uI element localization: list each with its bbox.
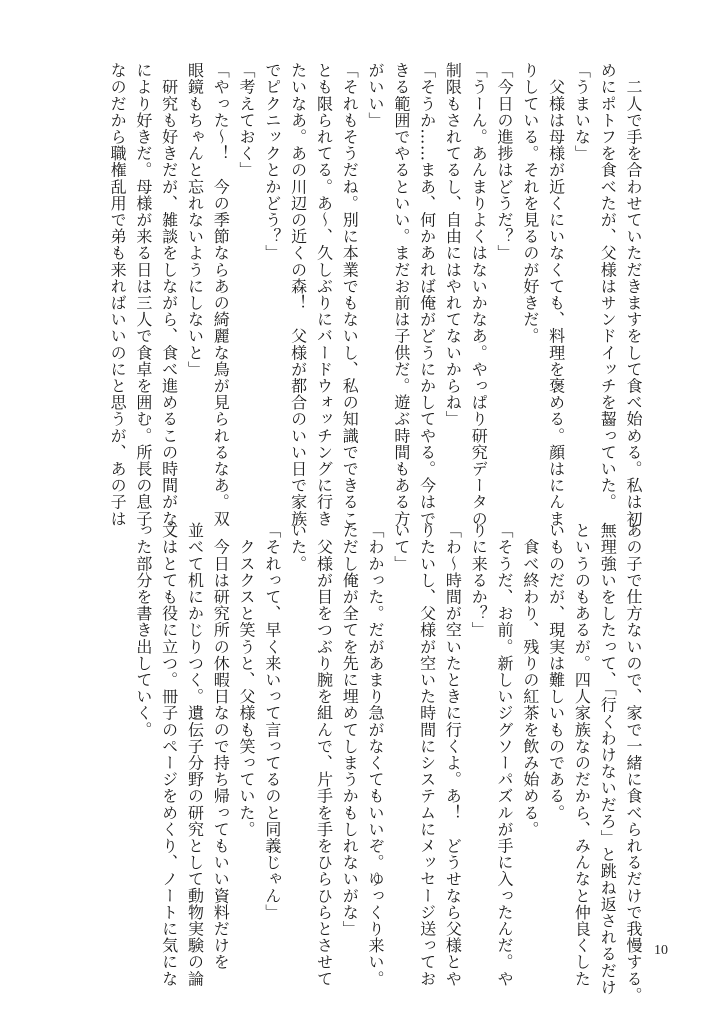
text-line: 「やった〜！ 今の季節ならあの綺麗な鳥が見られるなあ。双 [211, 62, 231, 527]
text-line: でピクニックとかどう？」 [262, 62, 282, 262]
text-line: なのだから職権乱用で弟も来ればいいのにと思うが、あの子は [108, 62, 128, 527]
text-line: 眼鏡もちゃんと忘れないようにしないと」 [185, 62, 205, 378]
text-line: がいい」 [366, 62, 386, 129]
text-line: 「それって、早く来いって言ってるのと同義じゃん」 [262, 522, 282, 921]
text-line: というのもあるが。四人家族なのだから、みんなと仲良くした [572, 522, 592, 987]
text-line: 「わかった。だがあまり急がなくてもいいぞ。ゆっくり来い。 [366, 522, 386, 987]
text-line: 二人で手を合わせていただきますをして食べ始める。私は初 [624, 62, 643, 527]
text-line: りたいし、父様が空いた時間にシステムにメッセージ送ってお [417, 522, 437, 987]
page-number: 10 [654, 943, 668, 958]
text-line: 並べて机にかじりつく。遺伝子分野の研究として動物実験の論 [185, 522, 205, 987]
text-line: 父様が目をつぶり腕を組んで、片手を手をひらひらとさせて [314, 522, 334, 987]
text-line: 父様は母様が近くにいなくても、料理を褒める。顔はにんま [546, 62, 566, 527]
text-line: 「それもそうだね。別に本業でもないし、私の知識でできるこ [340, 62, 360, 527]
text-line: により好きだ。母様が来る日は三人で食卓を囲む。所長の息子 [133, 62, 153, 527]
text-line: いて」 [391, 522, 411, 572]
text-line: たいなあ。あの川辺の近くの森！ 父様が都合のいい日で家族 [288, 62, 308, 527]
text-line: ただし俺が全てを先に埋めてしまうかもしれないがな」 [340, 522, 360, 937]
text-line: いものだが、現実は難しいものである。 [546, 522, 566, 821]
text-line: 「うーん。あんまりよくはないかなあ。やっぱり研究データの [469, 62, 489, 527]
text-line: 「考えておく」 [237, 62, 257, 179]
text-line: りに来るか？」 [469, 522, 489, 639]
text-line: 「そうか……まあ、何かあれば俺がどうにかしてやる。今はで [417, 62, 437, 527]
text-line: いた。 [288, 522, 308, 572]
text-line: とも限られてる。あ〜、久しぶりにバードウォッチングに行き [314, 62, 334, 527]
text-line: 文はとても役に立つ。冊子のページをめくり、ノートに気にな [159, 522, 179, 987]
text-line: 制限もされてるし、自由にはやれてないからね」 [443, 62, 463, 428]
text-line: 研究も好きだが、雑談をしながら、食べ進めるこの時間がな [159, 62, 179, 527]
text-block-top [51, 62, 646, 527]
text-line: りしている。それを見るのが好きだ。 [520, 62, 540, 345]
text-line: 「そうだ、お前。新しいジグソーパズルが手に入ったんだ。や [495, 522, 515, 987]
text-line: 「わ〜時間が空いたときに行くよ。あ！ どうせなら父様とや [443, 522, 463, 987]
text-block-bottom [51, 522, 646, 1004]
text-line: あの子で仕方ないので、家で一緒に食べられるだけで我慢する。 [624, 522, 643, 1004]
text-line: 今日は研究所の休暇日なので持ち帰ってもいい資料だけを [211, 522, 231, 971]
text-line: きる範囲でやるといい。まだお前は子供だ。遊ぶ時間もある方 [391, 62, 411, 527]
text-line: めにポトフを食べたが、父様はサンドイッチを齧っていた。 [598, 62, 618, 511]
text-line: った部分を書き出していく。 [133, 522, 153, 738]
text-line: 「今日の進捗はどうだ？」 [495, 62, 515, 262]
text-line: 「うまいな」 [572, 62, 592, 162]
text-line: 食べ終わり、残りの紅茶を飲み始める。 [520, 522, 540, 838]
text-line: クスクスと笑うと、父様も笑っていた。 [237, 522, 257, 838]
text-line: 無理強いをしたって、「行くわけないだろ」と跳ね返されるだけ [598, 522, 618, 996]
